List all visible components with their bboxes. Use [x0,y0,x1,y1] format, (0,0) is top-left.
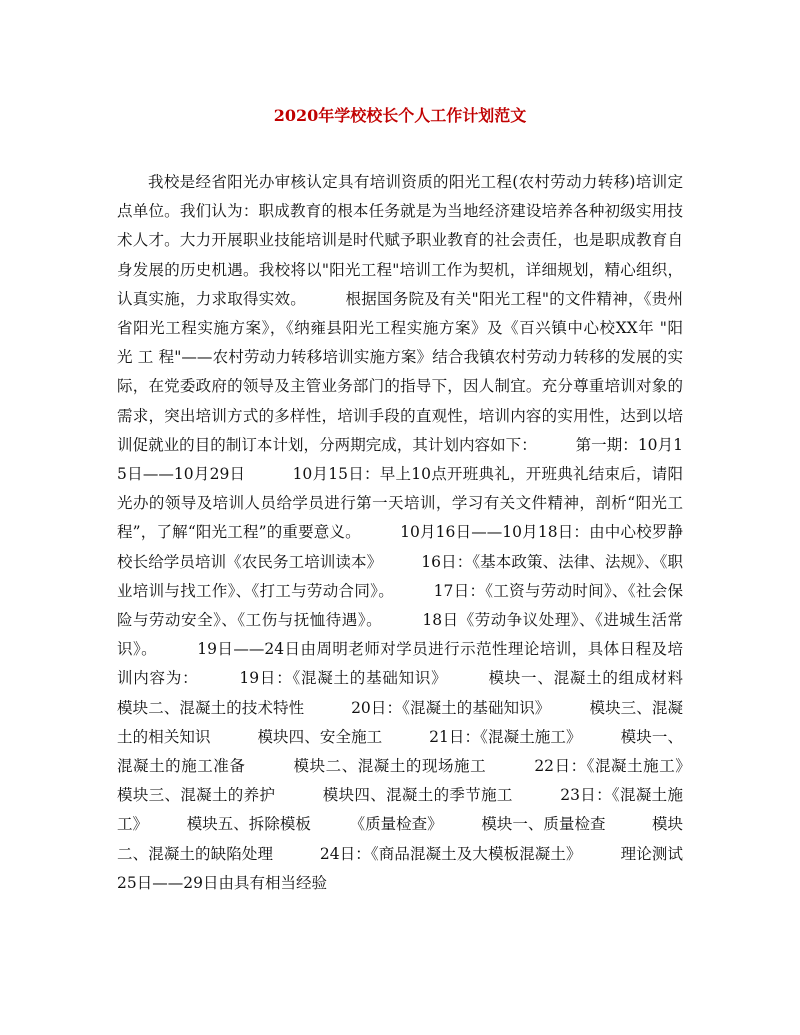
document-title: 2020年学校校长个人工作计划范文 [273,106,527,125]
document-body: 我校是经省阳光办审核认定具有培训资质的阳光工程(农村劳动力转移)培训定点单位。我们认为：职成教育的根本任务就是为当地经济建设培养各种初级实用技术人才。大力开展职业技能培训是时代赋予职业教育的社会责任，也是职成教育自身发展的历史机遇。我校将以"阳光工程"培训工作为契机，详细规划，精心组织，认真实施，力求取得实效。 根据国务院及有关"阳光工程"的文件精神，《贵州省阳光工程实施方案》，《纳雍县阳光工程实施方案》及《百兴镇中心校XX年 "阳 光 工 程"——农村劳动力转移培训实施方案》结合我镇农村劳动力转移的发展的实际，在党委政府的领导及主管业务部门的指导下，因人制宜。充分尊重培训对象的需求，突出培训方式的多样性，培训手段的直观性，培训内容的实用性，达到以培训促就业的目的制订本计划，分两期完成，其计划内容如下： 第一期：10月15日——10月29日 10月15日：早上10点开班典礼，开班典礼结束后，请阳光办的领导及培训人员给学员进行第一天培训，学习有关文件精神，剖析“阳光工程”，了解“阳光工程”的重要意义。 10月16日——10月18日：由中心校罗静校长给学员培训《农民务工培训读本》 16日：《基本政策、法律、法规》、《职业培训与找工作》、《打工与劳动合同》。 17日：《工资与劳动时间》、《社会保险与劳动安全》、《工伤与抚恤待遇》。 18日《劳动争议处理》、《进城生活常识》。 19日——24日由周明老师对学员进行示范性理论培训，具体日程及培训内容为： 19日：《混凝土的基础知识》 模块一、混凝土的组成材料 模块二、混凝土的技术特性 20日：《混凝土的基础知识》 模块三、混凝土的相关知识 模块四、安全施工 21日：《混凝土施工》 模块一、混凝土的施工准备 模块二、混凝土的现场施工 22日：《混凝土施工》 模块三、混凝土的养护 模块四、混凝土的季节施工 23日：《混凝土施工》 模块五、拆除模板 《质量检查》 模块一、质量检查 模块二、混凝土的缺陷处理 24日：《商品混凝土及大模板混凝土》 理论测试 25日——29日由具有相当经验 [117,173,730,892]
